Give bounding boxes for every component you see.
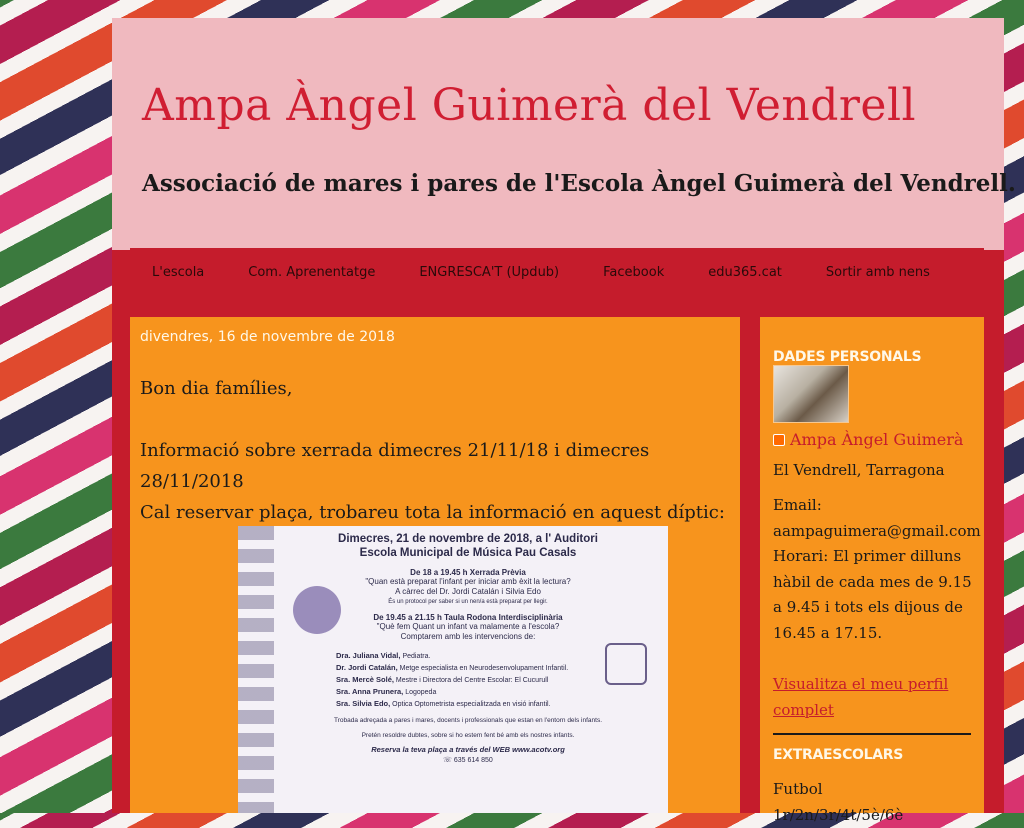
post-line-info: Informació sobre xerrada dimecres 21/11/18 i dimecres 28/11/2018 [140, 435, 735, 497]
blogger-icon [773, 434, 785, 446]
view-full-profile-link[interactable]: Visualitza el meu perfil complet [773, 672, 978, 723]
profile-avatar[interactable] [773, 365, 849, 423]
flyer-session2-question: "Què fem Quant un infant va malamente a l'escola? [278, 622, 658, 632]
post-body [140, 373, 735, 528]
email-label: Email: [773, 493, 978, 519]
email-address: aampaguimera@gmail.com [773, 519, 978, 545]
post-date: divendres, 16 de novembre de 2018 [140, 329, 395, 345]
main-column [130, 317, 740, 813]
flyer-footer-audience: Trobada adreçada a pares i mares, docents i professionals que estan en l'entorn dels infants. [278, 716, 658, 725]
flyer-speaker: Sra. Anna Prunera, Logopeda [336, 686, 658, 698]
flyer-speaker: Dra. Juliana Vidal, Pediatra. [336, 650, 658, 662]
blog-description: Associació de mares i pares de l'Escola Àngel Guimerà del Vendrell. [142, 170, 1016, 197]
tab-com-aprenentatge[interactable]: Com. Aprenentatge [248, 265, 375, 280]
flyer-session1-speakers: A càrrec del Dr. Jordi Catalán i Silvia Edo [278, 587, 658, 597]
blog-title[interactable]: Ampa Àngel Guimerà del Vendrell [142, 80, 916, 131]
flyer-session2-time: De 19.45 a 21.15 h Taula Rodona Interdisciplinària [278, 613, 658, 622]
flyer-session1-time: De 18 a 19.45 h Xerrada Prèvia [278, 568, 658, 577]
flyer-speaker-list [336, 650, 658, 710]
tab-facebook[interactable]: Facebook [603, 265, 664, 280]
flyer-heading: Dimecres, 21 de novembre de 2018, a l' Auditori [278, 532, 658, 546]
widget-title-personal: DADES PERSONALS [773, 349, 921, 365]
flyer-phone: ☏ 635 614 850 [278, 756, 658, 764]
profile-name: Ampa Àngel Guimerà [790, 430, 963, 449]
widget-divider [773, 733, 971, 735]
profile-location: El Vendrell, Tarragona [773, 458, 978, 484]
blog-header [112, 18, 1004, 250]
blog-shell [112, 18, 1004, 813]
extraescolar-item: Futbol [773, 777, 978, 803]
widget-title-extraescolars: EXTRAESCOLARS [773, 747, 903, 763]
page-tabs [130, 248, 984, 296]
flyer-content [278, 532, 658, 764]
extraescolar-grades: 1r/2n/3r/4t/5è/6è [773, 803, 978, 828]
flyer-speaker: Dr. Jordi Catalán, Metge especialista en Neurodesenvolupament Infantil. [336, 662, 658, 674]
event-flyer-image[interactable] [238, 526, 668, 813]
extraescolars-list [773, 777, 978, 828]
flyer-speaker: Sra. Mercè Solé, Mestre i Directora del Centre Escolar: El Cucurull [336, 674, 658, 686]
profile-about [773, 493, 978, 646]
tab-edu365[interactable]: edu365.cat [708, 265, 782, 280]
flyer-session2-intro: Comptarem amb les intervencions de: [278, 632, 658, 642]
flyer-session1-note: És un protocol per saber si un nen/a està preparat per llegir. [278, 599, 658, 605]
sidebar [760, 317, 984, 813]
tab-sortir-amb-nens[interactable]: Sortir amb nens [826, 265, 930, 280]
profile-name-link[interactable] [773, 430, 963, 449]
office-hours: Horari: El primer dilluns hàbil de cada mes de 9.15 a 9.45 i tots els dijous de 16.45 a 17.15. [773, 544, 978, 646]
flyer-speaker: Sra. Silvia Edo, Optica Optometrista especialitzada en visió infantil. [336, 698, 658, 710]
flyer-reservation-web: Reserva la teva plaça a través del WEB www.acotv.org [278, 745, 658, 754]
flyer-spiral-binding [238, 526, 274, 813]
tab-engrescat[interactable]: ENGRESCA'T (Updub) [419, 265, 559, 280]
flyer-footer-goal: Pretén resoldre dubtes, sobre si ho estem fent bé amb els nostres infants. [278, 731, 658, 740]
flyer-venue: Escola Municipal de Música Pau Casals [278, 546, 658, 560]
post-greeting: Bon dia famílies, [140, 373, 735, 404]
tab-escola[interactable]: L'escola [152, 265, 204, 280]
flyer-session1-question: "Quan està preparat l'infant per iniciar amb èxit la lectura? [278, 577, 658, 587]
post-line-reserve: Cal reservar plaça, trobareu tota la informació en aquest díptic: [140, 497, 735, 528]
